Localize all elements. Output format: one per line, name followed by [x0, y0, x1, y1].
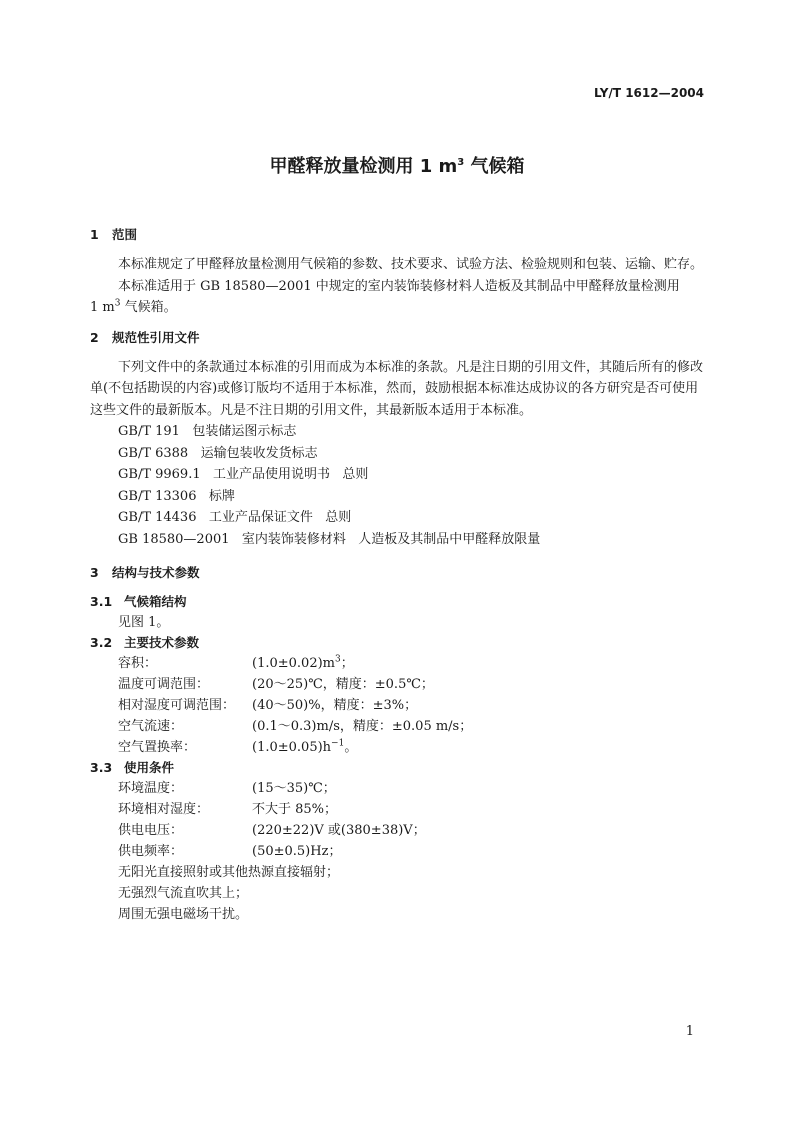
condition-row: 环境相对湿度： 不大于 85%；	[118, 802, 338, 817]
title-superscript: 3	[457, 157, 465, 168]
reference-list	[90, 421, 706, 550]
reference-item: GB/T 13306 标牌	[118, 488, 235, 504]
tech-params-list	[90, 653, 706, 758]
section-2-intro: 下列文件中的条款通过本标准的引用而成为本标准的条款。凡是注日期的引用文件，其随后所有的修改单(不包括勘误的内容)或修订版均不适用于本标准，然而，鼓励根据本标准达成协议的各方研究是否可使用这些文件的最新版本。凡是不注日期的引用文件，其最新版本适用于本标准。	[90, 359, 704, 418]
usage-conditions-list	[90, 778, 706, 925]
document-title	[0, 152, 794, 178]
section-1-paragraph-2: 本标准适用于 GB 18580—2001 中规定的室内装饰装修材料人造板及其制品中甲醛释放量检测用	[118, 278, 680, 294]
param-row: 温度可调范围： (20～25)℃，精度：±0.5℃；	[118, 677, 434, 692]
reference-item: GB/T 9969.1 工业产品使用说明书 总则	[118, 467, 369, 482]
reference-item: GB/T 191 包装储运图示标志	[118, 424, 297, 439]
title-main: 甲醛释放量检测用 1 m	[269, 156, 458, 177]
param-row: 空气置换率： $(1.0\pm 0.05)h^{-1}$。	[118, 738, 358, 755]
condition-line: 无阳光直接照射或其他热源直接辐射；	[118, 865, 340, 880]
section-3-1-heading: 3.1 气候箱结构	[90, 594, 187, 609]
section-2-heading: 2 规范性引用文件	[90, 329, 200, 345]
section-3-heading: 3 结构与技术参数	[90, 565, 200, 580]
param-row: 容积： $(1.0\pm 0.02)m^3$；	[118, 654, 354, 671]
section-3-3-heading: 3.3 使用条件	[90, 760, 175, 775]
param-row: 相对湿度可调范围： (40～50)%，精度：±3%；	[118, 698, 418, 713]
section-3-1-text: 见图 1。	[118, 615, 170, 630]
section-1-paragraph-2-cont: 1 $m^3$ 气候箱。	[90, 298, 177, 315]
condition-row: 环境温度： (15～35)℃；	[118, 781, 336, 796]
condition-line: 周围无强电磁场干扰。	[118, 907, 249, 922]
condition-row: 供电电压： (220±22)V 或(380±38)V；	[118, 823, 426, 838]
reference-item: GB/T 14436 工业产品保证文件 总则	[118, 510, 352, 525]
section-1-paragraph-1: 本标准规定了甲醛释放量检测用气候箱的参数、技术要求、试验方法、检验规则和包装、运输、贮存。	[118, 257, 704, 272]
section-3-2-heading: 3.2 主要技术参数	[90, 635, 200, 650]
section-1-heading: 1 范围	[90, 227, 138, 242]
title-tail: 气候箱	[464, 156, 525, 177]
standard-code: LY/T 1612—2004	[593, 86, 704, 100]
condition-row: 供电频率： (50±0.5)Hz；	[118, 844, 342, 859]
page-number: 1	[685, 1024, 694, 1039]
param-row: 空气流速： (0.1～0.3)m/s，精度：±0.05 m/s；	[118, 719, 473, 734]
reference-item: GB 18580—2001 室内装饰装修材料 人造板及其制品中甲醛释放限量	[118, 531, 541, 547]
reference-item: GB/T 6388 运输包装收发货标志	[118, 445, 318, 461]
condition-line: 无强烈气流直吹其上；	[118, 886, 249, 901]
document-body	[90, 218, 706, 925]
